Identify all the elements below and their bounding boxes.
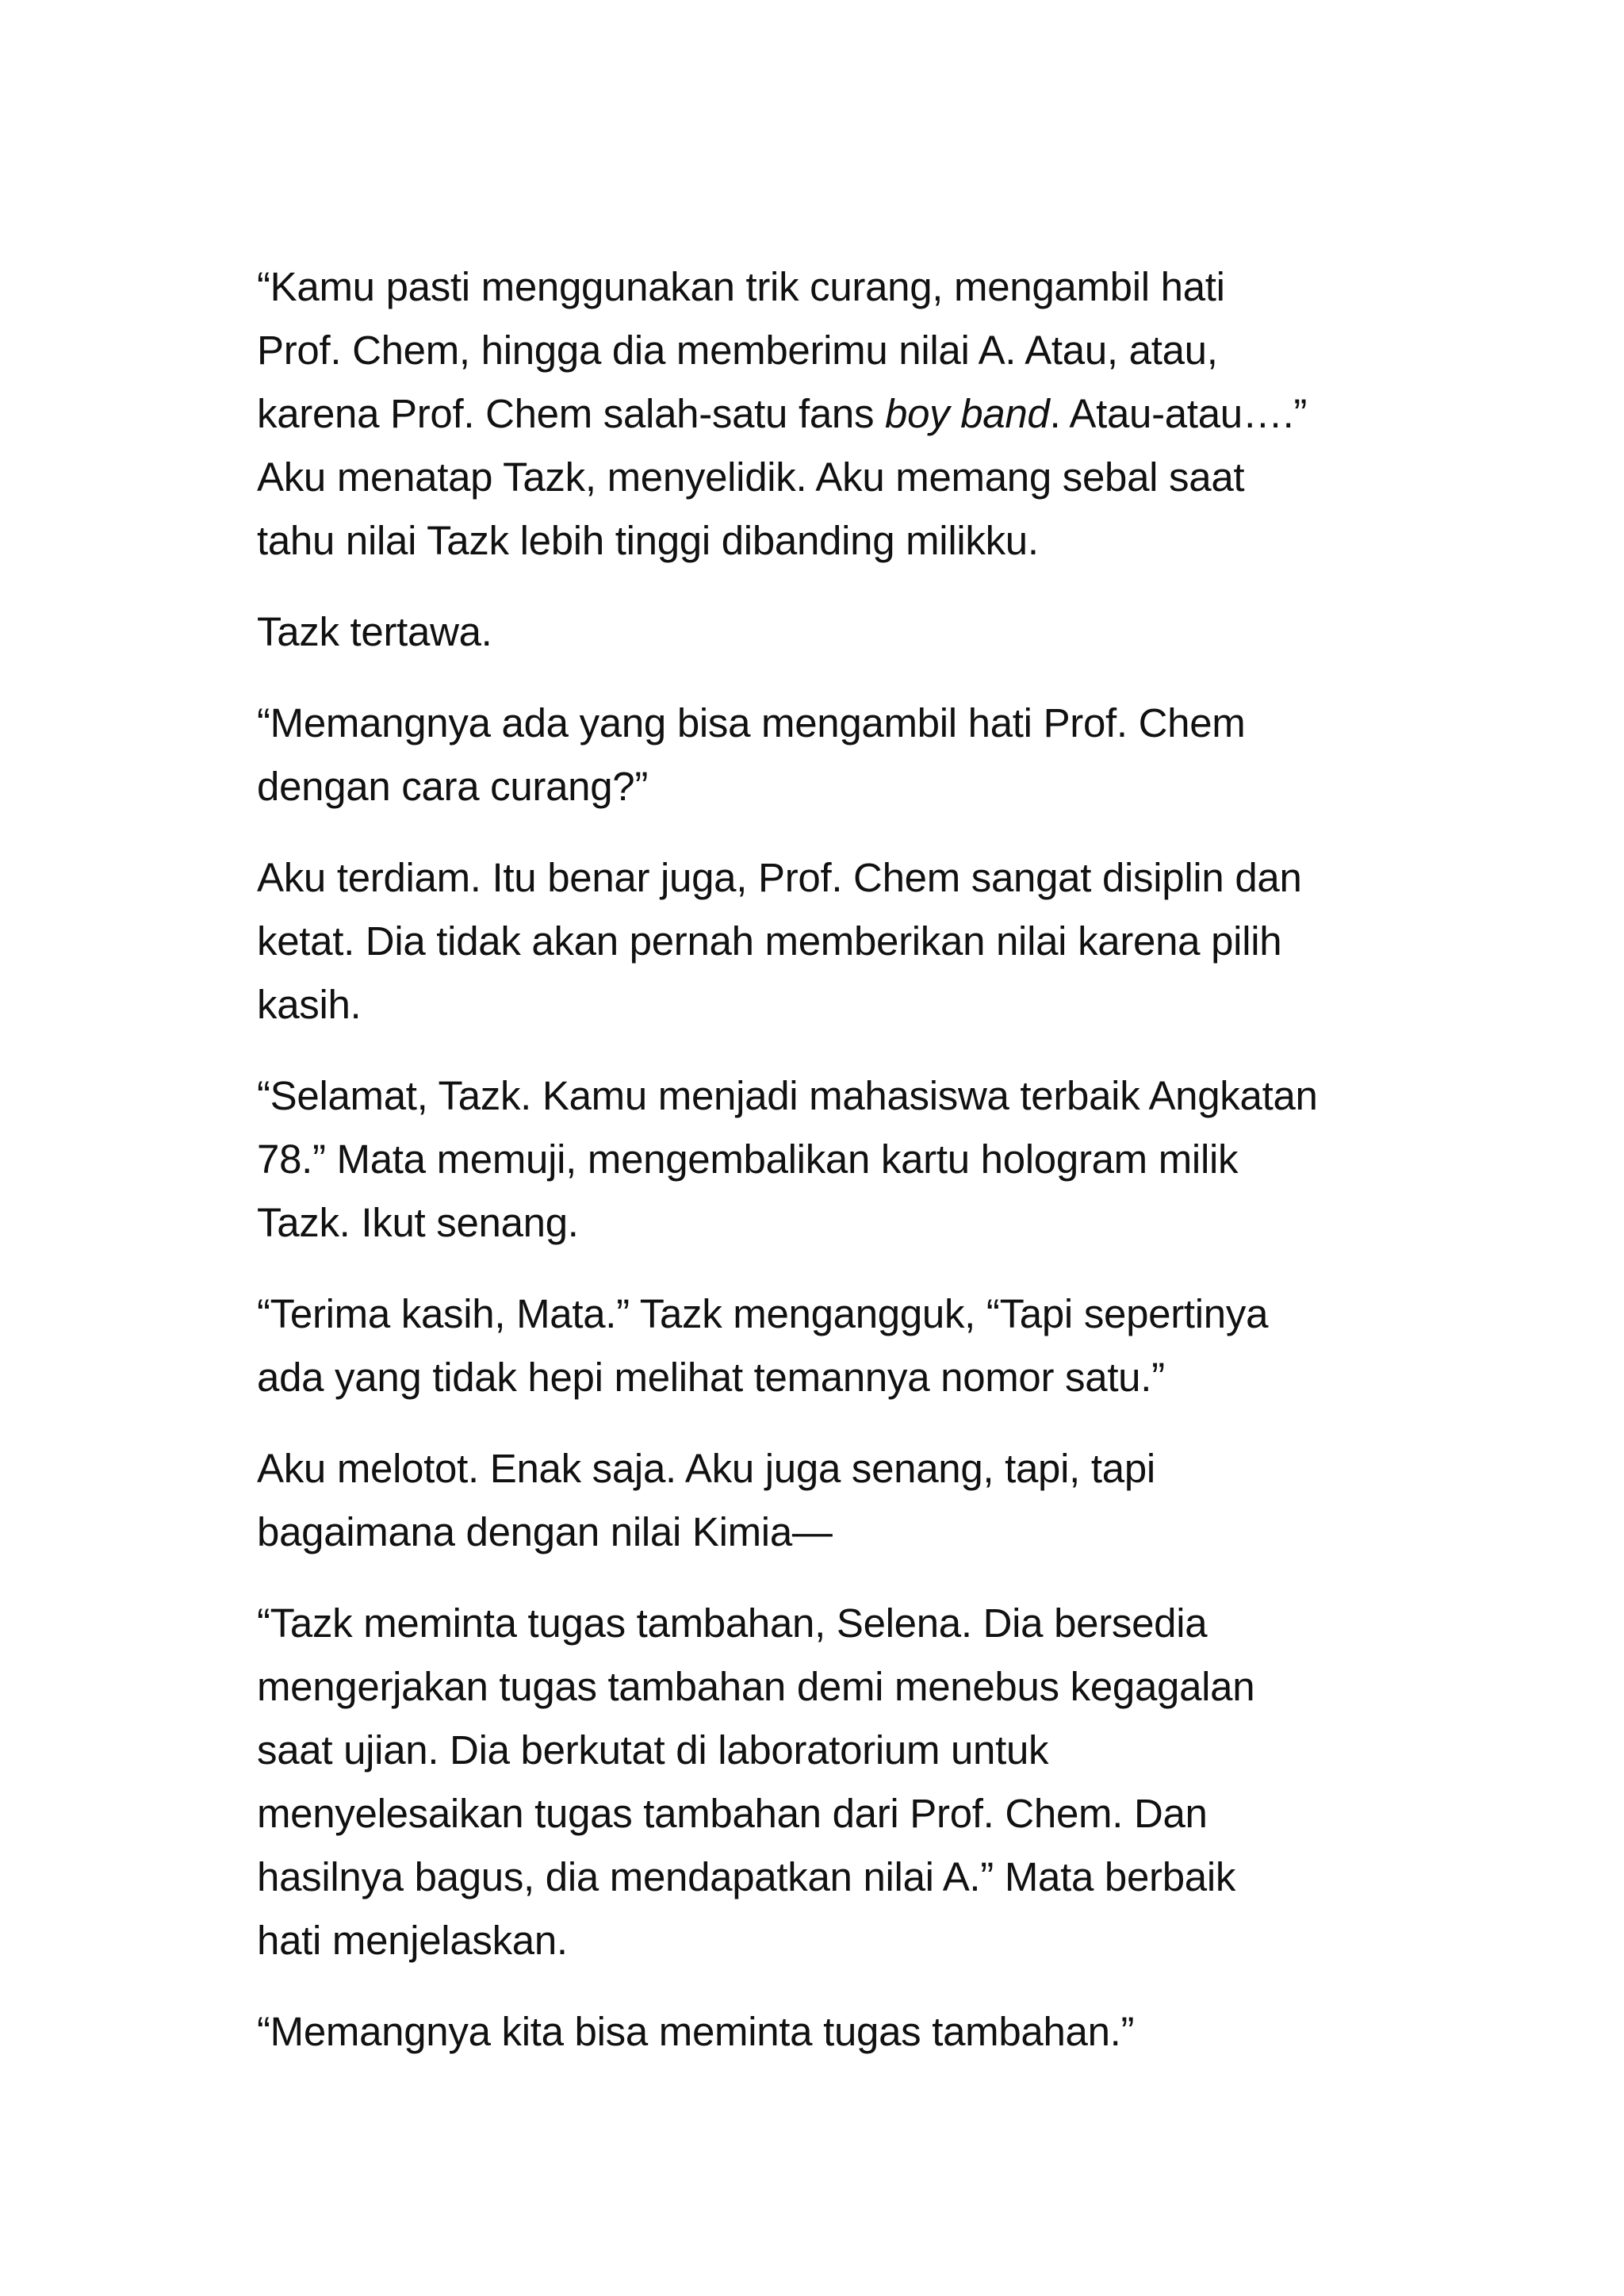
text-line: bagaimana dengan nilai Kimia— <box>257 1509 833 1554</box>
text-line: ada yang tidak hepi melihat temannya nomor satu.” <box>257 1355 1165 1400</box>
paragraph-5 <box>257 1064 1415 1255</box>
paragraph-3 <box>257 692 1415 818</box>
text-line: “Selamat, Tazk. Kamu menjadi mahasiswa terbaik Angkatan <box>257 1073 1318 1118</box>
text-line: “Terima kasih, Mata.” Tazk mengangguk, “Tapi sepertinya <box>257 1291 1269 1336</box>
text-line: Aku menatap Tazk, menyelidik. Aku memang sebal saat <box>257 454 1245 500</box>
text-line: Prof. Chem, hingga dia memberimu nilai A. Atau, atau, <box>257 328 1218 373</box>
text-line: kasih. <box>257 982 362 1027</box>
paragraph-2 <box>257 600 1415 664</box>
text-line: hati menjelaskan. <box>257 1918 568 1963</box>
text-line: Aku melotot. Enak saja. Aku juga senang, tapi, tapi <box>257 1446 1155 1491</box>
text-line: Tazk. Ikut senang. <box>257 1200 579 1245</box>
text-line: Tazk tertawa. <box>257 609 492 654</box>
text-line: 78.” Mata memuji, mengembalikan kartu hologram milik <box>257 1137 1239 1182</box>
paragraph-8 <box>257 1592 1415 1972</box>
text-line: menyelesaikan tugas tambahan dari Prof. Chem. Dan <box>257 1791 1208 1836</box>
text-run: . Atau-atau….” <box>1049 391 1308 436</box>
text-line: tahu nilai Tazk lebih tinggi dibanding milikku. <box>257 518 1039 563</box>
text-line: ketat. Dia tidak akan pernah memberikan nilai karena pilih <box>257 918 1282 964</box>
paragraph-6 <box>257 1282 1415 1409</box>
text-run: karena Prof. Chem salah-satu fans <box>257 391 886 436</box>
text-line: dengan cara curang?” <box>257 764 649 809</box>
text-line: mengerjakan tugas tambahan demi menebus kegagalan <box>257 1664 1255 1709</box>
paragraph-4 <box>257 846 1415 1037</box>
text-line: “Kamu pasti menggunakan trik curang, mengambil hati <box>257 264 1225 309</box>
paragraph-9 <box>257 2000 1415 2064</box>
text-line: “Tazk meminta tugas tambahan, Selena. Dia bersedia <box>257 1600 1208 1646</box>
text-line: hasilnya bagus, dia mendapatkan nilai A.” Mata berbaik <box>257 1854 1236 1899</box>
text-line: saat ujian. Dia berkutat di laboratorium untuk <box>257 1727 1049 1773</box>
italic-phrase: boy band <box>885 391 1050 436</box>
paragraph-7 <box>257 1437 1415 1564</box>
paragraph-1 <box>257 255 1415 573</box>
text-line: Aku terdiam. Itu benar juga, Prof. Chem sangat disiplin dan <box>257 855 1302 900</box>
body-text <box>257 255 1415 2091</box>
text-line: “Memangnya ada yang bisa mengambil hati Prof. Chem <box>257 700 1246 746</box>
text-line: “Memangnya kita bisa meminta tugas tambahan.” <box>257 2009 1135 2054</box>
text-line <box>257 382 1415 446</box>
